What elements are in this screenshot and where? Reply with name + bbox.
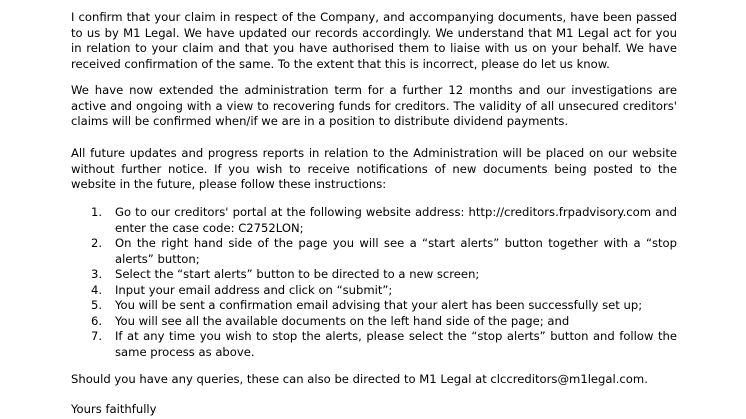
paragraph-administration-extension: We have now extended the administration term for a further 12 months and our investigations are active and ongoing with a view to recovering funds for creditors. The validity of all unsecured creditors' claims will be confirmed when/if we are in a position to distribute dividend payments. — [71, 83, 677, 129]
list-text: On the right hand side of the page you will see a “start alerts” button together with a “stop alerts” button; — [115, 236, 677, 266]
list-text: You will be sent a confirmation email advising that your alert has been successfully set up; — [115, 298, 643, 312]
list-text: Input your email address and click on “submit”; — [115, 282, 393, 297]
list-number: 4. — [91, 282, 103, 297]
paragraph-future-updates: All future updates and progress reports in relation to the Administration will be placed on our website without further notice. If you wish to receive notifications of new documents being posted to the website in the future, please follow these instructions: — [71, 146, 677, 192]
paragraph-queries: Should you have any queries, these can also be directed to M1 Legal at clccreditors@m1legal.com. — [71, 372, 648, 386]
list-number: 7. — [91, 329, 103, 343]
list-text: Go to our creditors' portal at the following website address: http://creditors.frpadvisory.com and enter the case code: C2752LON; — [115, 205, 677, 235]
list-item — [91, 236, 677, 267]
closing-salutation: Yours faithfully — [71, 402, 157, 416]
list-item — [91, 267, 677, 283]
list-text: You will see all the available documents on the left hand side of the page; and — [115, 313, 570, 328]
list-number: 6. — [91, 313, 103, 328]
list-item — [91, 283, 677, 299]
list-item — [91, 298, 677, 314]
list-number: 1. — [91, 205, 103, 219]
list-number: 2. — [91, 236, 103, 250]
list-item — [91, 314, 677, 330]
list-text: Select the “start alerts” button to be directed to a new screen; — [115, 267, 480, 281]
list-item — [91, 205, 677, 236]
paragraph-claim-confirmation: I confirm that your claim in respect of the Company, and accompanying documents, have been passed to us by M1 Legal. We have updated our records accordingly. We understand that M1 Legal act for you in relation to your claim and that you have authorised them to liaise with us on your behalf. We have received confirmation of the same. To the extent that this is incorrect, please do let us know. — [71, 10, 677, 71]
instructions-list — [91, 205, 677, 360]
list-text: If at any time you wish to stop the alerts, please select the “stop alerts” button and follow the same process as above. — [115, 329, 677, 359]
list-number: 5. — [91, 298, 103, 312]
list-number: 3. — [91, 267, 103, 281]
list-item — [91, 329, 677, 360]
